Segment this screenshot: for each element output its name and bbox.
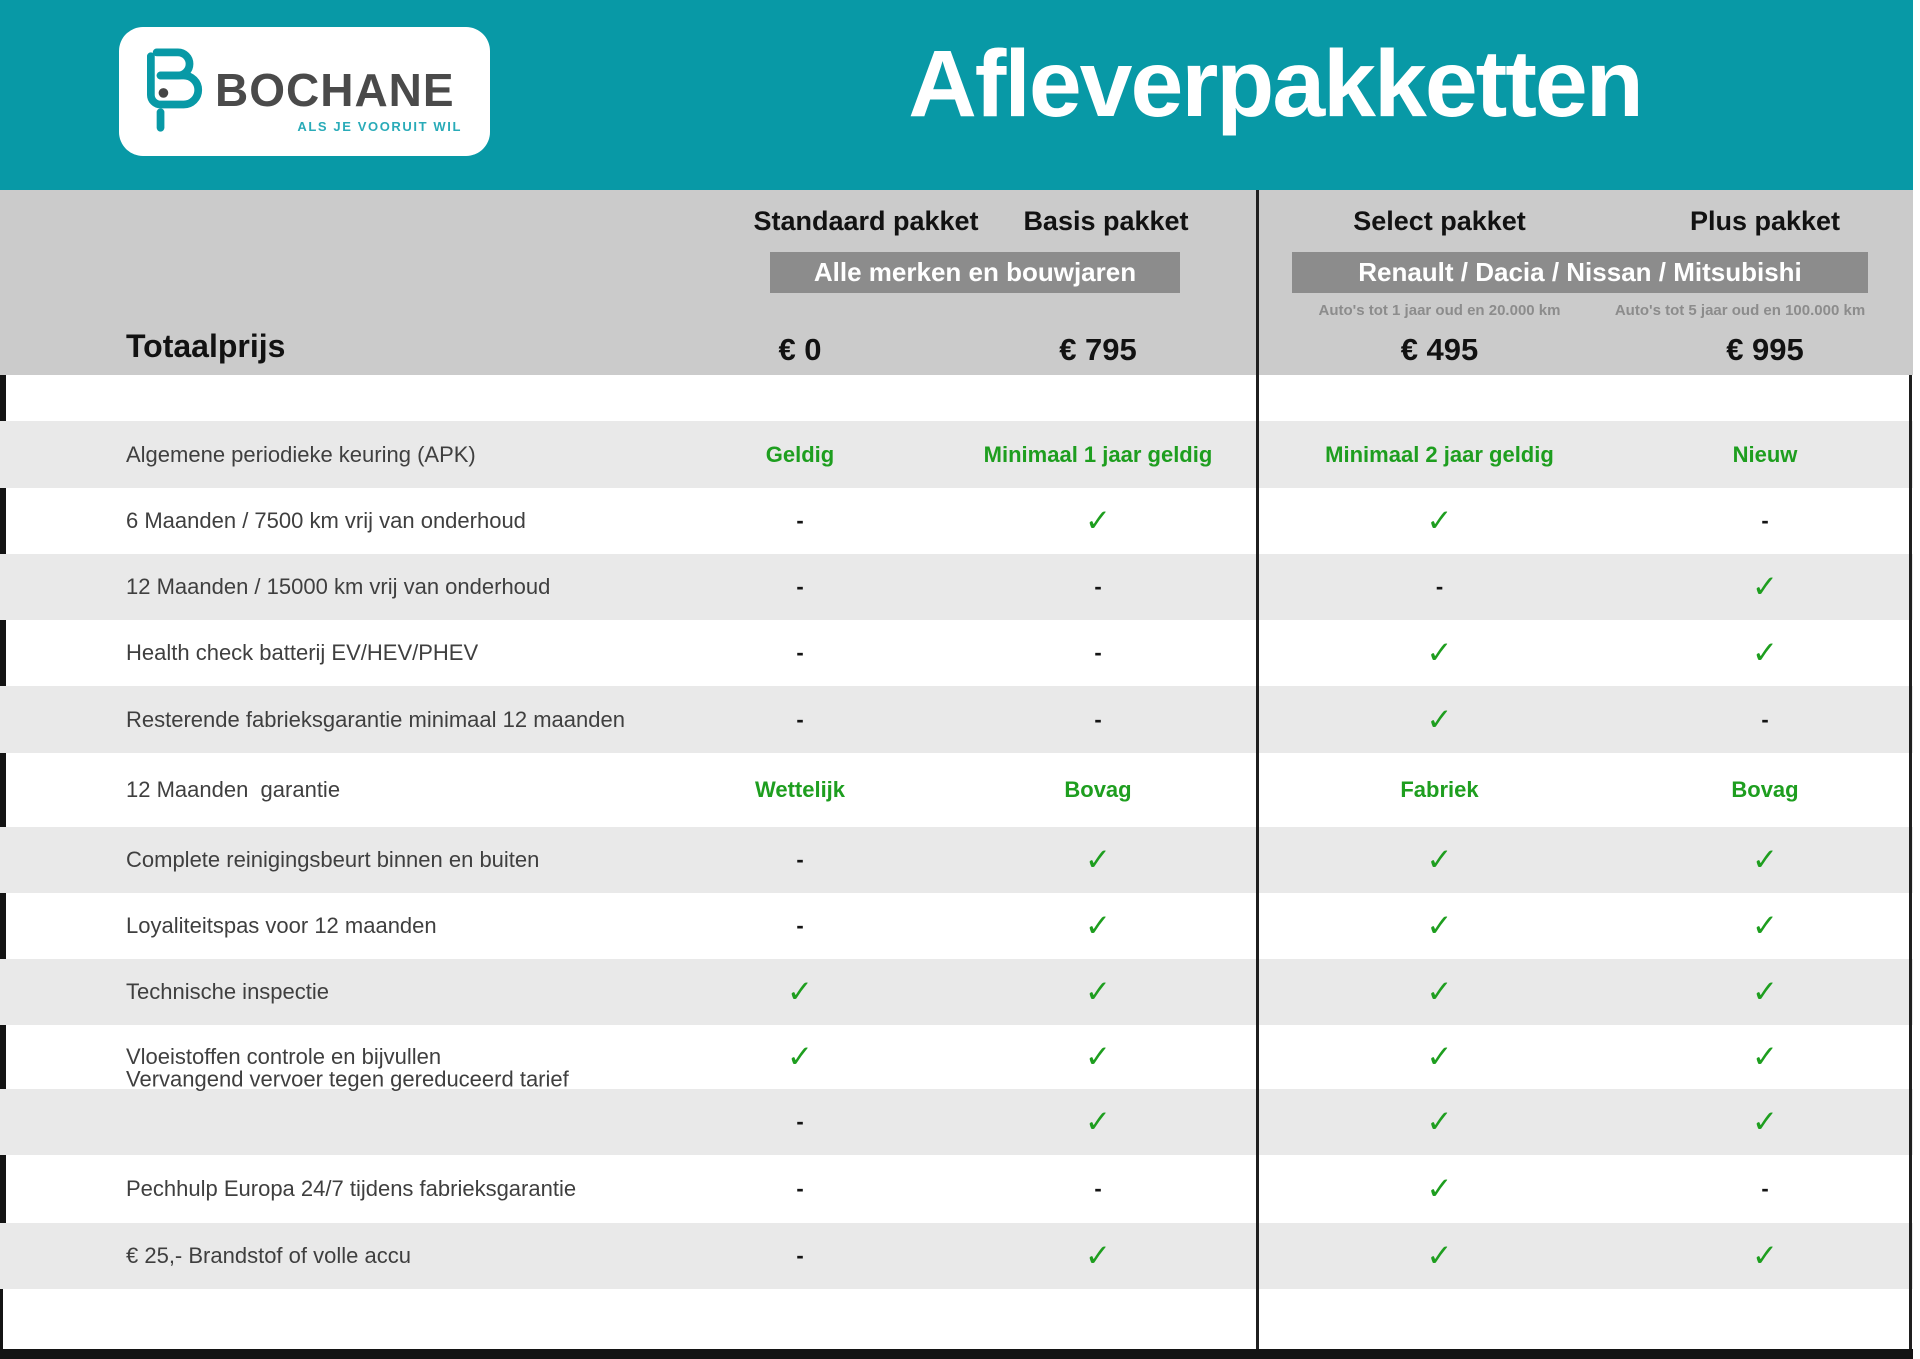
cell-standaard: -: [796, 706, 804, 732]
cell-plus: ✓: [1752, 569, 1778, 604]
cell-plus: ✓: [1752, 1104, 1778, 1139]
cell-basis: -: [1094, 706, 1102, 732]
cell-standaard: ✓: [787, 974, 813, 1009]
cell-basis: Minimaal 1 jaar geldig: [983, 441, 1213, 467]
cell-standaard: -: [796, 574, 804, 599]
cell-select: ✓: [1426, 503, 1453, 538]
price-standaard: € 0: [778, 332, 822, 367]
cell-standaard: -: [796, 913, 804, 938]
table-row-brandstof: [0, 1223, 1913, 1289]
cell-basis: Bovag: [1064, 777, 1132, 802]
row-label: 6 Maanden / 7500 km vrij van onderhoud: [126, 507, 526, 533]
cell-select: ✓: [1426, 701, 1453, 737]
cell-basis: ✓: [1085, 908, 1111, 943]
cell-plus: ✓: [1752, 842, 1778, 877]
cell-plus: Nieuw: [1732, 441, 1798, 467]
cell-plus: Bovag: [1731, 777, 1799, 802]
cell-basis: ✓: [1085, 503, 1111, 538]
total-price-label: Totaalprijs: [126, 328, 286, 364]
table-header: [0, 190, 1913, 375]
price-basis: € 795: [1059, 332, 1137, 367]
cell-basis: -: [1094, 574, 1102, 599]
column-note-plus: Auto's tot 5 jaar oud en 100.000 km: [1614, 302, 1866, 319]
column-header-standaard: Standaard pakket: [753, 206, 979, 236]
cell-select: Minimaal 2 jaar geldig: [1325, 441, 1554, 467]
cell-select: ✓: [1426, 1104, 1453, 1139]
cell-select: ✓: [1426, 974, 1453, 1009]
cell-plus: ✓: [1752, 974, 1778, 1009]
brand-tagline: ALS JE VOORUIT WIL: [297, 119, 462, 134]
cell-plus: -: [1761, 1176, 1769, 1201]
column-header-plus: Plus pakket: [1689, 206, 1841, 236]
cell-basis: ✓: [1085, 1238, 1111, 1273]
row-label: Technische inspectie: [126, 978, 330, 1004]
table-row-6maanden-onderhoud: [0, 488, 1913, 554]
table-row-apk: [0, 421, 1913, 488]
bochane-logo: [119, 27, 490, 156]
cell-basis: ✓: [1085, 842, 1111, 877]
cell-select: ✓: [1426, 908, 1453, 943]
table-row-12maanden-garantie: [0, 753, 1913, 827]
table-row-pechhulp: [0, 1155, 1913, 1223]
cell-plus: ✓: [1752, 635, 1778, 670]
column-note-select: Auto's tot 1 jaar oud en 20.000 km: [1318, 302, 1561, 319]
cell-standaard: -: [796, 1243, 804, 1268]
cell-plus: ✓: [1752, 1238, 1778, 1273]
row-label: Loyaliteitspas voor 12 maanden: [126, 912, 437, 938]
cell-select: ✓: [1426, 842, 1453, 877]
row-label: Health check batterij EV/HEV/PHEV: [126, 639, 479, 665]
cell-standaard: -: [796, 847, 804, 872]
cell-basis: ✓: [1085, 1104, 1111, 1139]
cell-plus: -: [1761, 508, 1769, 533]
column-header-select: Select pakket: [1353, 206, 1526, 236]
row-label: Complete reinigingsbeurt binnen en buiten: [126, 846, 540, 872]
row-label: Vloeistoffen controle en bijvullen: [126, 1043, 442, 1069]
cell-select: ✓: [1426, 635, 1453, 670]
table-row-health-check: [0, 620, 1913, 686]
price-plus: € 995: [1726, 332, 1804, 367]
table-row-loyaliteitspas: [0, 893, 1913, 959]
table-row-reinigingsbeurt: [0, 827, 1913, 893]
row-label: Algemene periodieke keuring (APK): [126, 441, 476, 467]
row-label: € 25,- Brandstof of volle accu: [126, 1242, 411, 1268]
row-label: Pechhulp Europa 24/7 tijdens fabrieksgarantie: [126, 1175, 577, 1201]
spacer-row: [0, 375, 1913, 421]
cell-select: ✓: [1426, 1238, 1453, 1273]
table-right-border: [1909, 375, 1912, 1359]
page-title: Afleverpakketten: [908, 31, 1642, 137]
table-row-vervangend-vervoer: [0, 1066, 1913, 1155]
cell-standaard: -: [796, 1176, 804, 1201]
cell-select: Fabriek: [1400, 777, 1479, 802]
row-label: Resterende fabrieksgarantie minimaal 12 maanden: [126, 706, 625, 732]
row-label: 12 Maanden / 15000 km vrij van onderhoud: [126, 573, 551, 599]
group-banner-renault-dacia-nissan-mitsubishi: Renault / Dacia / Nissan / Mitsubishi: [1292, 252, 1868, 293]
cell-basis: ✓: [1085, 974, 1111, 1009]
bochane-logo-icon: [147, 41, 205, 141]
cell-standaard: Geldig: [765, 441, 835, 467]
cell-standaard: Wettelijk: [754, 777, 846, 802]
brand-name: BOCHANE: [215, 64, 455, 116]
cell-standaard: -: [796, 640, 804, 665]
page-header: [0, 0, 1913, 190]
cell-plus: ✓: [1752, 908, 1778, 943]
cell-basis: ✓: [1085, 1039, 1111, 1074]
group-banner-all-brands: Alle merken en bouwjaren: [770, 252, 1180, 293]
cell-select: -: [1435, 574, 1444, 599]
cell-standaard: -: [796, 1109, 804, 1134]
table-bottom-border: [0, 1349, 1913, 1359]
column-header-basis: Basis pakket: [1023, 206, 1189, 236]
cell-standaard: -: [796, 508, 804, 533]
cell-plus: -: [1761, 706, 1769, 732]
cell-plus: ✓: [1752, 1039, 1778, 1074]
cell-basis: -: [1094, 640, 1102, 665]
row-label: Vervangend vervoer tegen gereduceerd tarief: [126, 1066, 569, 1092]
column-group-divider: [1256, 190, 1259, 1349]
bottom-spacer-row: [0, 1289, 1913, 1349]
table-row-12maanden-onderhoud: [0, 554, 1913, 620]
table-body: [0, 375, 1913, 1349]
cell-standaard: ✓: [787, 1039, 813, 1074]
row-label: 12 Maanden garantie: [126, 776, 341, 802]
cell-basis: -: [1094, 1176, 1102, 1201]
table-row-fabrieksgarantie: [0, 686, 1913, 753]
cell-select: ✓: [1426, 1039, 1453, 1074]
price-select: € 495: [1400, 332, 1479, 367]
cell-select: ✓: [1426, 1171, 1453, 1206]
